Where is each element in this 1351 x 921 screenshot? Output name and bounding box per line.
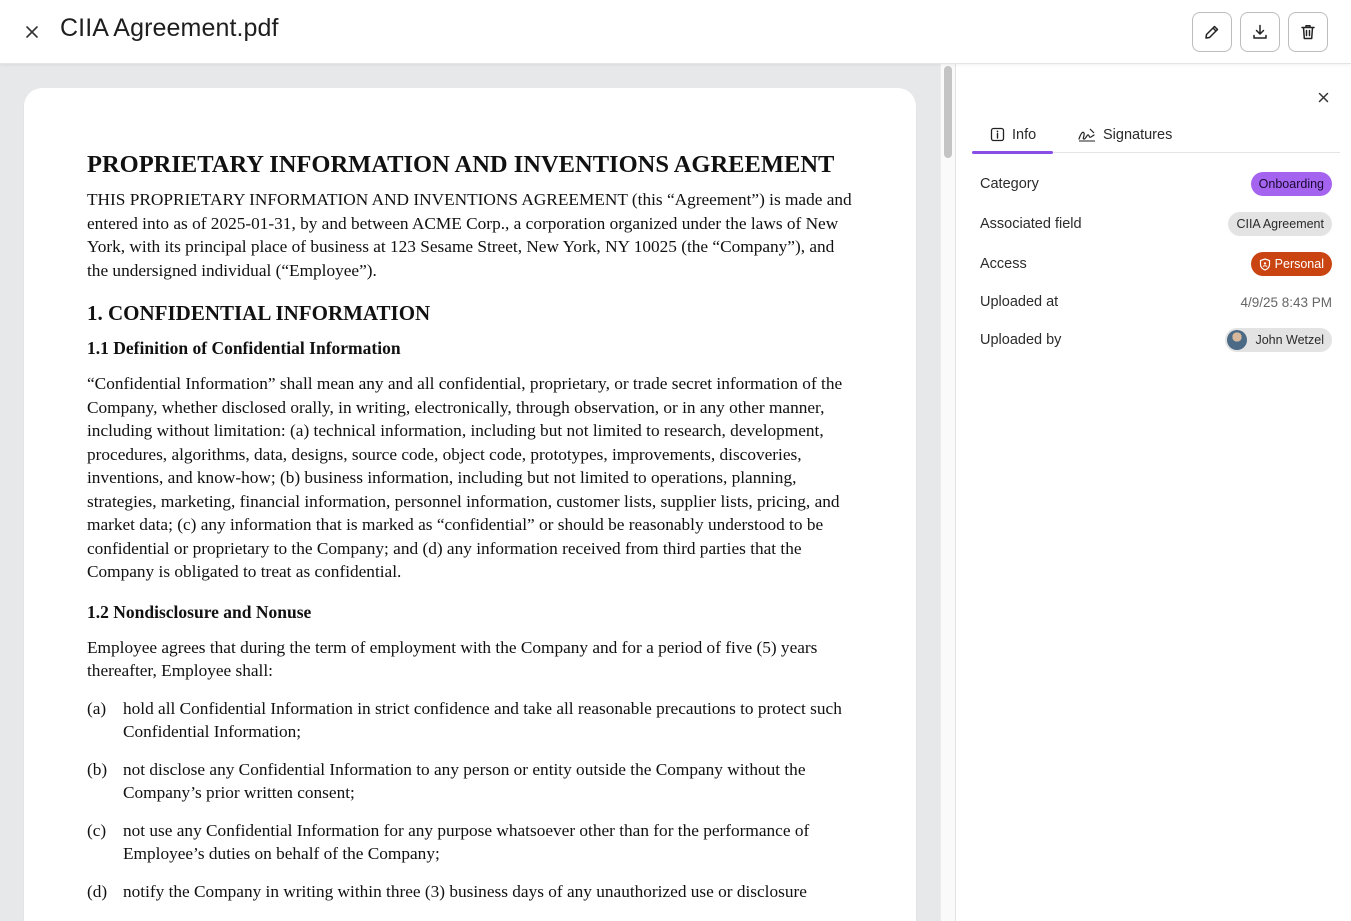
document-viewer[interactable] — [0, 64, 940, 921]
avatar — [1227, 330, 1247, 350]
info-row-associated-field — [980, 211, 1332, 237]
info-row-uploaded-at — [980, 289, 1332, 315]
section-1-1-heading: 1.1 Definition of Confidential Information — [87, 338, 401, 358]
row-label: Category — [980, 176, 1039, 192]
uploader-chip[interactable] — [1225, 328, 1332, 352]
access-badge — [1251, 252, 1332, 276]
section-1-2-heading: 1.2 Nondisclosure and Nonuse — [87, 601, 312, 622]
access-badge-label: Personal — [1274, 257, 1324, 271]
scrollbar-thumb[interactable] — [944, 66, 952, 158]
uploader-name: John Wetzel — [1255, 333, 1324, 347]
category-badge: Onboarding — [1251, 172, 1332, 196]
list-item — [87, 819, 857, 866]
list-item-label: (c) — [87, 820, 107, 840]
intro-paragraph: THIS PROPRIETARY INFORMATION AND INVENTIONS AGREEMENT (this “Agreement”) is made and entered into as of 2025-01-31, by and between ACME Corp., a corporation organized under the laws of New York, with its principal place of business at 123 Sesame Street, New York, NY 10025 (the “Company”), and the undersigned individual (“Employee”). — [87, 190, 852, 280]
viewer-scrollbar[interactable] — [940, 64, 955, 921]
row-label: Uploaded at — [980, 294, 1059, 310]
document-content — [87, 148, 857, 903]
list-item-label: (b) — [87, 759, 108, 779]
list-item-label: (a) — [87, 698, 107, 718]
section-1-1-text: “Confidential Information” shall mean any and all confidential, proprietary, or trade secret information of the Company, whether disclosed orally, in writing, electronically, through observation, or in any other manner, including without limitation: (a) technical information, including but not limited to research, development, procedures, algorithms, data, designs, source code, object code, prototypes, improvements, discoveries, inventions, and know-how; (b) business information, including but not limited to operations, planning, strategies, marketing, financial information, personnel information, customer lists, supplier lists, pricing, and market data; (c) any information that is marked as “confidential” or should be reasonably understood to be confidential or proprietary to the Company; and (d) any information received from third parties that the Company is obligated to treat as confidential. — [87, 374, 843, 581]
panel-tabs — [972, 116, 1340, 153]
edit-button[interactable] — [1192, 12, 1232, 52]
tab-signatures[interactable] — [1078, 116, 1172, 153]
row-label: Access — [980, 256, 1027, 272]
row-label: Uploaded by — [980, 332, 1062, 348]
close-panel-button[interactable] — [1312, 86, 1334, 108]
associated-field-badge: CIIA Agreement — [1228, 212, 1332, 236]
info-row-category — [980, 171, 1332, 197]
list-item — [87, 758, 857, 805]
signature-icon — [1078, 127, 1096, 142]
document-title: PROPRIETARY INFORMATION AND INVENTIONS AGREEMENT — [87, 151, 835, 178]
list-item-text: hold all Confidential Information in strict confidence and take all reasonable precautions to protect such Confidential Information; — [123, 698, 842, 741]
pdf-page — [24, 88, 916, 921]
tab-info-label: Info — [1012, 126, 1037, 143]
info-panel — [955, 64, 1351, 921]
tab-info[interactable] — [972, 116, 1053, 153]
shield-icon — [1259, 258, 1271, 271]
download-icon — [1251, 23, 1269, 41]
download-button[interactable] — [1240, 12, 1280, 52]
list-item-text: not disclose any Confidential Information to any person or entity outside the Company without the Company’s prior written consent; — [123, 759, 806, 802]
section-1-heading: 1. CONFIDENTIAL INFORMATION — [87, 301, 431, 325]
info-row-uploaded-by — [980, 327, 1332, 353]
list-item-text: not use any Confidential Information for any purpose whatsoever other than for the performance of Employee’s duties on behalf of the Company; — [123, 820, 810, 863]
uploaded-at-value: 4/9/25 8:43 PM — [1240, 294, 1332, 310]
row-label: Associated field — [980, 216, 1082, 232]
section-1-2-text: Employee agrees that during the term of employment with the Company and for a period of five (5) years thereafter, Employee shall: — [87, 637, 818, 680]
info-icon — [990, 127, 1005, 142]
info-row-access — [980, 251, 1332, 277]
viewer-header — [0, 0, 1351, 64]
trash-icon — [1299, 23, 1317, 41]
close-viewer-button[interactable] — [18, 18, 46, 46]
list-item-label: (d) — [87, 881, 108, 901]
list-item-text: notify the Company in writing within three (3) business days of any unauthorized use or disclosure — [123, 881, 807, 901]
list-item — [87, 880, 857, 904]
close-icon — [1318, 92, 1329, 103]
pencil-icon — [1203, 23, 1221, 41]
delete-button[interactable] — [1288, 12, 1328, 52]
close-icon — [25, 25, 39, 39]
tab-signatures-label: Signatures — [1103, 126, 1173, 143]
file-title: CIIA Agreement.pdf — [60, 14, 279, 42]
list-item — [87, 697, 857, 744]
